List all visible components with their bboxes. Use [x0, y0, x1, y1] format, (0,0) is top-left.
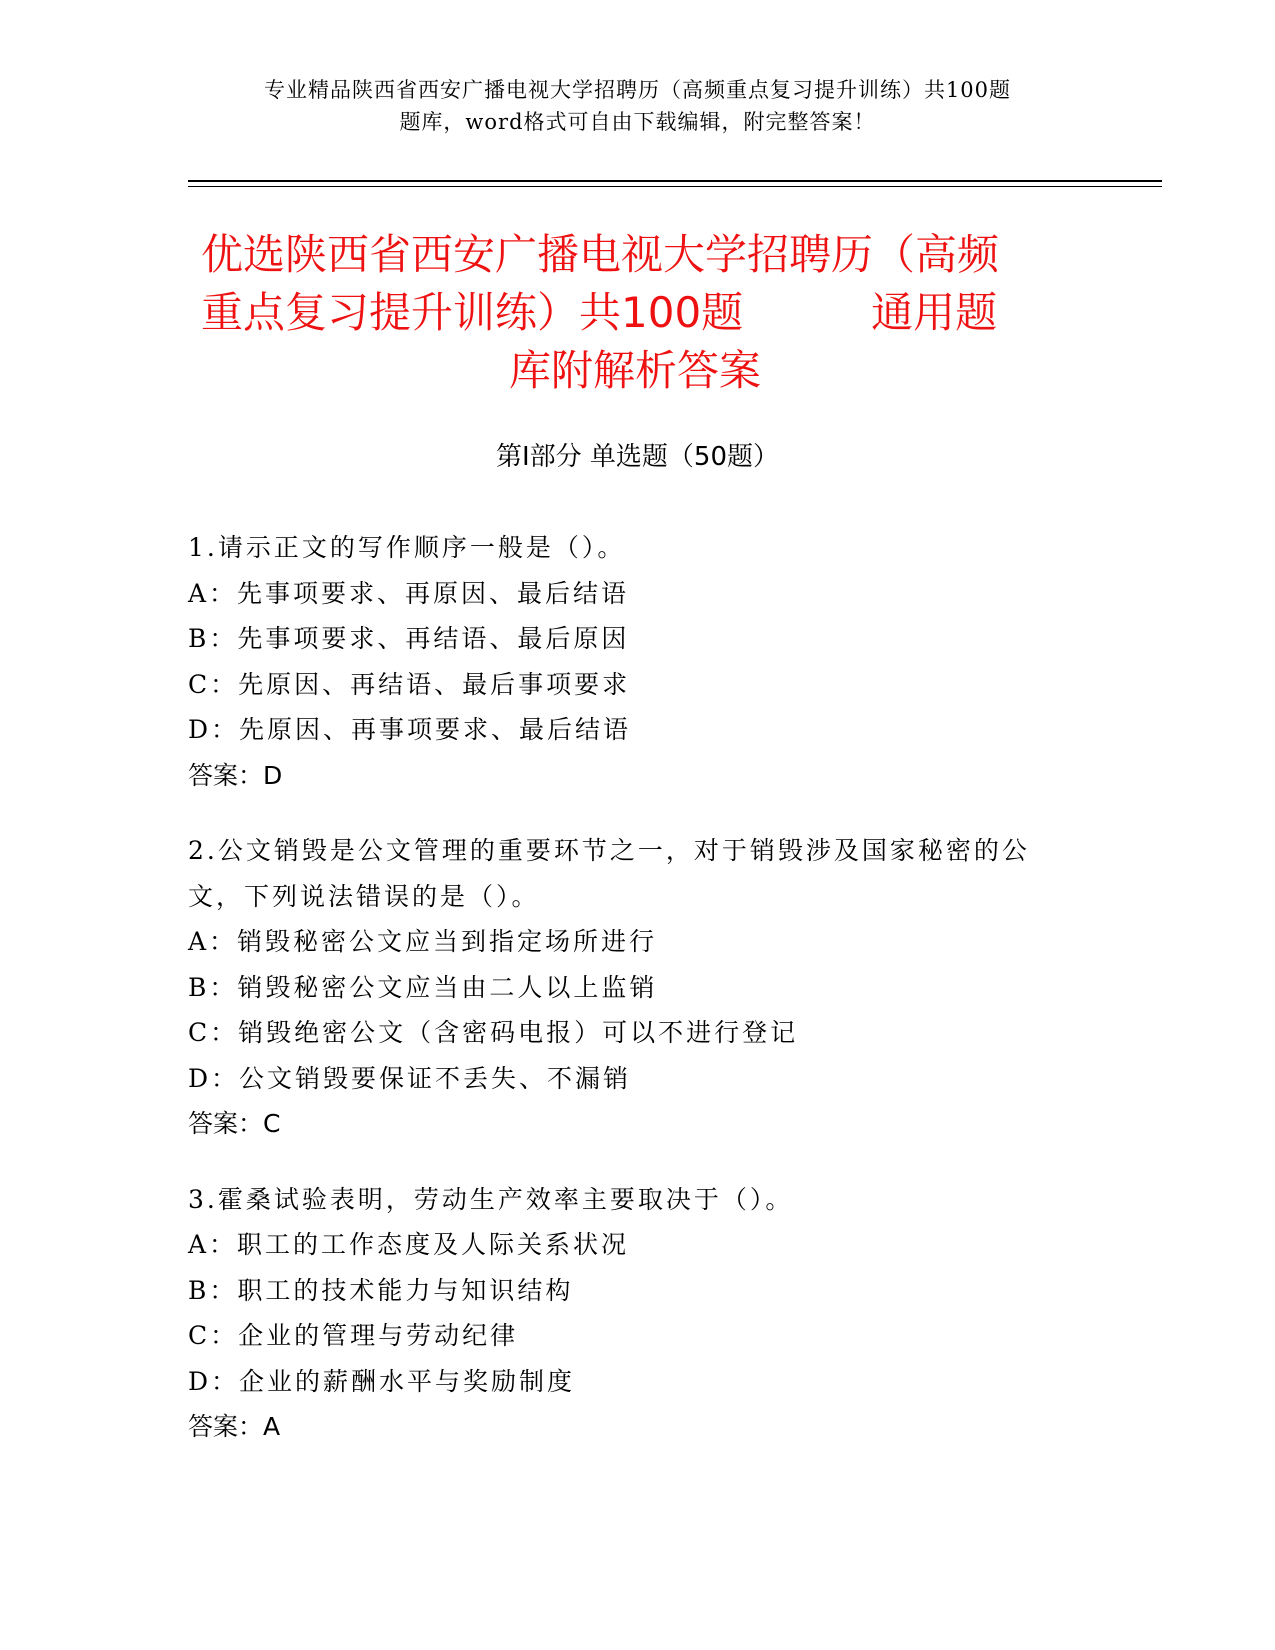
section-title: 第Ⅰ部分 单选题（50题） [495, 442, 780, 472]
question-stem: 3.霍桑试验表明，劳动生产效率主要取决于（）。 [188, 1184, 794, 1214]
option-b: B：先事项要求、再结语、最后原因 [188, 624, 630, 653]
answer: 答案：D [188, 760, 283, 790]
title-line-2-part-a: 重点复习提升训练）共100题 [201, 288, 744, 337]
option-d: D：先原因、再事项要求、最后结语 [188, 715, 632, 744]
header-note-line-2: 题库，word格式可自由下载编辑，附完整答案！ [399, 110, 876, 134]
option-d: D：公文销毁要保证不丢失、不漏销 [188, 1063, 632, 1093]
option-b: B：销毁秘密公文应当由二人以上监销 [188, 972, 658, 1002]
option-a: A：销毁秘密公文应当到指定场所进行 [188, 927, 658, 956]
header-note-line-1: 专业精品陕西省西安广播电视大学招聘历（高频重点复习提升训练）共100题 [263, 78, 1012, 102]
question-1 [188, 525, 1078, 798]
question-stem: 2.公文销毁是公文管理的重要环节之一，对于销毁涉及国家秘密的公 [188, 836, 1030, 865]
option-a: A：职工的工作态度及人际关系状况 [188, 1230, 630, 1259]
answer: 答案：A [188, 1412, 281, 1441]
title-line-2 [185, 284, 1085, 342]
question-3 [188, 1177, 1078, 1450]
option-a: A：先事项要求、再原因、最后结语 [188, 578, 630, 608]
option-c: C：销毁绝密公文（含密码电报）可以不进行登记 [188, 1018, 799, 1047]
option-b: B：职工的技术能力与知识结构 [188, 1275, 574, 1305]
answer: 答案：C [188, 1109, 281, 1138]
document-title [185, 226, 1085, 400]
header-note [0, 74, 1275, 138]
header-divider-thin [188, 186, 1162, 187]
question-2 [188, 828, 1078, 1147]
title-line-2-part-b: 通用题 [871, 288, 998, 337]
title-line-1: 优选陕西省西安广播电视大学招聘历（高频 [201, 230, 1000, 279]
question-stem-continued: 文，下列说法错误的是（）。 [188, 881, 540, 911]
option-c: C：企业的管理与劳动纪律 [188, 1321, 519, 1350]
title-line-3: 库附解析答案 [508, 346, 761, 395]
option-d: D：企业的薪酬水平与奖励制度 [188, 1366, 576, 1396]
option-c: C：先原因、再结语、最后事项要求 [188, 669, 631, 699]
question-list [188, 525, 1078, 1480]
question-stem: 1.请示正文的写作顺序一般是（）。 [188, 533, 626, 562]
header-divider-thick [188, 180, 1162, 182]
